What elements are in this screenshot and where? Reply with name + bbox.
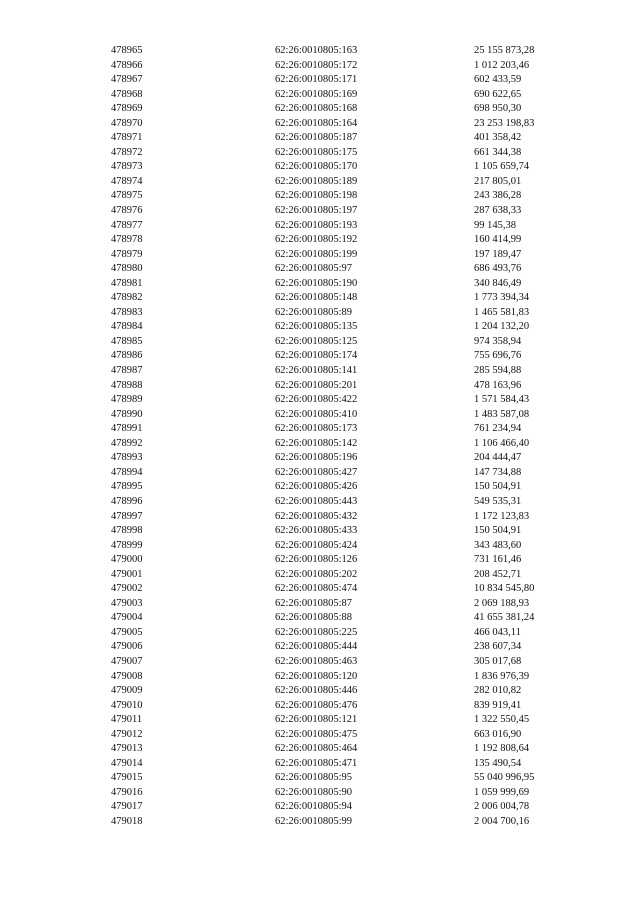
row-number: 478976 bbox=[111, 205, 143, 217]
table-row bbox=[0, 117, 640, 132]
row-number: 478970 bbox=[111, 117, 143, 129]
table-row bbox=[0, 248, 640, 263]
cadastral-number: 62:26:0010805:197 bbox=[275, 205, 358, 217]
row-number: 478980 bbox=[111, 263, 143, 275]
cadastral-number: 62:26:0010805:196 bbox=[275, 452, 358, 464]
table-row bbox=[0, 320, 640, 335]
cadastral-number: 62:26:0010805:201 bbox=[275, 379, 358, 391]
cadastral-value: 282 010,82 bbox=[474, 685, 522, 697]
cadastral-number: 62:26:0010805:142 bbox=[275, 437, 358, 449]
row-number: 478999 bbox=[111, 539, 143, 551]
cadastral-number: 62:26:0010805:170 bbox=[275, 161, 358, 173]
table-row bbox=[0, 611, 640, 626]
row-number: 478990 bbox=[111, 408, 143, 420]
row-number: 478971 bbox=[111, 132, 143, 144]
cadastral-value: 663 016,90 bbox=[474, 728, 522, 740]
table-row bbox=[0, 277, 640, 292]
cadastral-value: 23 253 198,83 bbox=[474, 117, 535, 129]
table-row bbox=[0, 291, 640, 306]
row-number: 478983 bbox=[111, 306, 143, 318]
cadastral-value-table bbox=[0, 44, 640, 830]
table-row bbox=[0, 219, 640, 234]
table-row bbox=[0, 771, 640, 786]
row-number: 478992 bbox=[111, 437, 143, 449]
cadastral-number: 62:26:0010805:163 bbox=[275, 45, 358, 56]
table-row bbox=[0, 364, 640, 379]
cadastral-value: 686 493,76 bbox=[474, 263, 522, 275]
table-row bbox=[0, 800, 640, 815]
cadastral-value: 285 594,88 bbox=[474, 365, 522, 377]
row-number: 478979 bbox=[111, 248, 143, 260]
row-number: 478987 bbox=[111, 365, 143, 377]
cadastral-value: 243 386,28 bbox=[474, 190, 522, 202]
table-row bbox=[0, 422, 640, 437]
cadastral-value: 238 607,34 bbox=[474, 641, 522, 653]
row-number: 478974 bbox=[111, 175, 143, 187]
cadastral-value: 690 622,65 bbox=[474, 88, 522, 100]
cadastral-value: 731 161,46 bbox=[474, 554, 522, 566]
cadastral-value: 1 106 466,40 bbox=[474, 437, 530, 449]
cadastral-number: 62:26:0010805:225 bbox=[275, 626, 358, 638]
cadastral-value: 1 322 550,45 bbox=[474, 714, 530, 726]
cadastral-value: 25 155 873,28 bbox=[474, 45, 535, 56]
row-number: 478994 bbox=[111, 466, 143, 478]
cadastral-value: 2 004 700,16 bbox=[474, 815, 530, 827]
table-row bbox=[0, 379, 640, 394]
cadastral-number: 62:26:0010805:422 bbox=[275, 394, 358, 406]
cadastral-number: 62:26:0010805:463 bbox=[275, 655, 358, 667]
cadastral-value: 549 535,31 bbox=[474, 495, 522, 507]
row-number: 478965 bbox=[111, 45, 143, 56]
row-number: 479014 bbox=[111, 757, 143, 769]
table-row bbox=[0, 539, 640, 554]
row-number: 478977 bbox=[111, 219, 143, 231]
cadastral-number: 62:26:0010805:475 bbox=[275, 728, 358, 740]
cadastral-number: 62:26:0010805:190 bbox=[275, 277, 358, 289]
table-row bbox=[0, 582, 640, 597]
cadastral-number: 62:26:0010805:125 bbox=[275, 335, 358, 347]
cadastral-value: 2 069 188,93 bbox=[474, 597, 530, 609]
row-number: 479009 bbox=[111, 685, 143, 697]
row-number: 478988 bbox=[111, 379, 143, 391]
row-number: 479008 bbox=[111, 670, 143, 682]
cadastral-value: 197 189,47 bbox=[474, 248, 522, 260]
cadastral-number: 62:26:0010805:88 bbox=[275, 612, 353, 624]
cadastral-value: 99 145,38 bbox=[474, 219, 516, 231]
cadastral-number: 62:26:0010805:446 bbox=[275, 685, 358, 697]
table-row bbox=[0, 131, 640, 146]
cadastral-value: 135 490,54 bbox=[474, 757, 522, 769]
cadastral-number: 62:26:0010805:187 bbox=[275, 132, 358, 144]
table-row bbox=[0, 815, 640, 830]
row-number: 479001 bbox=[111, 568, 143, 580]
cadastral-number: 62:26:0010805:193 bbox=[275, 219, 358, 231]
cadastral-number: 62:26:0010805:202 bbox=[275, 568, 358, 580]
cadastral-value: 2 006 004,78 bbox=[474, 801, 530, 813]
cadastral-number: 62:26:0010805:89 bbox=[275, 306, 353, 318]
row-number: 479002 bbox=[111, 583, 143, 595]
cadastral-value: 217 805,01 bbox=[474, 175, 522, 187]
cadastral-value: 41 655 381,24 bbox=[474, 612, 535, 624]
cadastral-number: 62:26:0010805:410 bbox=[275, 408, 358, 420]
cadastral-number: 62:26:0010805:173 bbox=[275, 423, 358, 435]
row-number: 479018 bbox=[111, 815, 143, 827]
cadastral-number: 62:26:0010805:192 bbox=[275, 234, 358, 246]
row-number: 478978 bbox=[111, 234, 143, 246]
cadastral-value: 1 836 976,39 bbox=[474, 670, 530, 682]
row-number: 479003 bbox=[111, 597, 143, 609]
table-row bbox=[0, 73, 640, 88]
cadastral-value: 1 172 123,83 bbox=[474, 510, 530, 522]
table-row bbox=[0, 510, 640, 525]
cadastral-number: 62:26:0010805:443 bbox=[275, 495, 358, 507]
cadastral-value: 1 059 999,69 bbox=[474, 786, 530, 798]
cadastral-number: 62:26:0010805:90 bbox=[275, 786, 353, 798]
row-number: 478984 bbox=[111, 321, 143, 333]
cadastral-number: 62:26:0010805:433 bbox=[275, 525, 358, 537]
cadastral-value: 160 414,99 bbox=[474, 234, 522, 246]
table-row bbox=[0, 393, 640, 408]
cadastral-value: 204 444,47 bbox=[474, 452, 522, 464]
table-row bbox=[0, 684, 640, 699]
row-number: 479015 bbox=[111, 772, 143, 784]
cadastral-number: 62:26:0010805:169 bbox=[275, 88, 358, 100]
table-row bbox=[0, 262, 640, 277]
cadastral-number: 62:26:0010805:95 bbox=[275, 772, 353, 784]
row-number: 479012 bbox=[111, 728, 143, 740]
cadastral-number: 62:26:0010805:120 bbox=[275, 670, 358, 682]
table-row bbox=[0, 670, 640, 685]
cadastral-value: 287 638,33 bbox=[474, 205, 522, 217]
table-row bbox=[0, 553, 640, 568]
cadastral-value: 755 696,76 bbox=[474, 350, 522, 362]
table-row bbox=[0, 102, 640, 117]
table-row bbox=[0, 349, 640, 364]
cadastral-value: 839 919,41 bbox=[474, 699, 522, 711]
table-row bbox=[0, 786, 640, 801]
cadastral-number: 62:26:0010805:189 bbox=[275, 175, 358, 187]
table-row bbox=[0, 466, 640, 481]
cadastral-number: 62:26:0010805:174 bbox=[275, 350, 358, 362]
cadastral-value: 1 465 581,83 bbox=[474, 306, 530, 318]
table-row bbox=[0, 640, 640, 655]
cadastral-number: 62:26:0010805:474 bbox=[275, 583, 358, 595]
cadastral-value: 466 043,11 bbox=[474, 626, 521, 638]
cadastral-value: 974 358,94 bbox=[474, 335, 522, 347]
cadastral-number: 62:26:0010805:432 bbox=[275, 510, 358, 522]
row-number: 478985 bbox=[111, 335, 143, 347]
cadastral-number: 62:26:0010805:199 bbox=[275, 248, 358, 260]
row-number: 478989 bbox=[111, 394, 143, 406]
row-number: 478998 bbox=[111, 525, 143, 537]
cadastral-value: 1 012 203,46 bbox=[474, 59, 530, 71]
cadastral-number: 62:26:0010805:424 bbox=[275, 539, 358, 551]
cadastral-number: 62:26:0010805:198 bbox=[275, 190, 358, 202]
row-number: 479000 bbox=[111, 554, 143, 566]
cadastral-number: 62:26:0010805:126 bbox=[275, 554, 358, 566]
cadastral-number: 62:26:0010805:141 bbox=[275, 365, 358, 377]
table-row bbox=[0, 160, 640, 175]
row-number: 478996 bbox=[111, 495, 143, 507]
cadastral-value: 147 734,88 bbox=[474, 466, 522, 478]
table-row bbox=[0, 306, 640, 321]
table-row bbox=[0, 699, 640, 714]
row-number: 478973 bbox=[111, 161, 143, 173]
cadastral-number: 62:26:0010805:471 bbox=[275, 757, 358, 769]
row-number: 479013 bbox=[111, 743, 143, 755]
row-number: 478982 bbox=[111, 292, 143, 304]
cadastral-number: 62:26:0010805:476 bbox=[275, 699, 358, 711]
cadastral-value: 150 504,91 bbox=[474, 481, 522, 493]
cadastral-value: 55 040 996,95 bbox=[474, 772, 535, 784]
row-number: 478969 bbox=[111, 103, 143, 115]
cadastral-number: 62:26:0010805:168 bbox=[275, 103, 358, 115]
row-number: 478966 bbox=[111, 59, 143, 71]
cadastral-number: 62:26:0010805:171 bbox=[275, 74, 358, 86]
row-number: 479017 bbox=[111, 801, 143, 813]
row-number: 478975 bbox=[111, 190, 143, 202]
row-number: 479007 bbox=[111, 655, 143, 667]
cadastral-number: 62:26:0010805:121 bbox=[275, 714, 358, 726]
cadastral-value: 761 234,94 bbox=[474, 423, 522, 435]
table-row bbox=[0, 655, 640, 670]
cadastral-value: 340 846,49 bbox=[474, 277, 522, 289]
table-row bbox=[0, 728, 640, 743]
cadastral-value: 343 483,60 bbox=[474, 539, 522, 551]
table-row bbox=[0, 146, 640, 161]
cadastral-value: 10 834 545,80 bbox=[474, 583, 535, 595]
cadastral-value: 1 192 808,64 bbox=[474, 743, 530, 755]
table-row bbox=[0, 597, 640, 612]
cadastral-value: 1 204 132,20 bbox=[474, 321, 530, 333]
row-number: 478968 bbox=[111, 88, 143, 100]
row-number: 479005 bbox=[111, 626, 143, 638]
cadastral-number: 62:26:0010805:99 bbox=[275, 815, 353, 827]
cadastral-value: 1 483 587,08 bbox=[474, 408, 530, 420]
cadastral-number: 62:26:0010805:444 bbox=[275, 641, 358, 653]
row-number: 478972 bbox=[111, 146, 143, 158]
table-row bbox=[0, 88, 640, 103]
row-number: 479010 bbox=[111, 699, 143, 711]
cadastral-value: 401 358,42 bbox=[474, 132, 522, 144]
row-number: 478997 bbox=[111, 510, 143, 522]
cadastral-value: 150 504,91 bbox=[474, 525, 522, 537]
row-number: 479004 bbox=[111, 612, 143, 624]
table-row bbox=[0, 742, 640, 757]
table-row bbox=[0, 408, 640, 423]
row-number: 478993 bbox=[111, 452, 143, 464]
table-row bbox=[0, 451, 640, 466]
row-number: 478986 bbox=[111, 350, 143, 362]
table-row bbox=[0, 189, 640, 204]
row-number: 478991 bbox=[111, 423, 143, 435]
table-row bbox=[0, 437, 640, 452]
table-row bbox=[0, 713, 640, 728]
table-row bbox=[0, 495, 640, 510]
cadastral-number: 62:26:0010805:426 bbox=[275, 481, 358, 493]
cadastral-number: 62:26:0010805:148 bbox=[275, 292, 358, 304]
cadastral-value: 661 344,38 bbox=[474, 146, 522, 158]
table-row bbox=[0, 568, 640, 583]
table-row bbox=[0, 44, 640, 59]
cadastral-number: 62:26:0010805:175 bbox=[275, 146, 358, 158]
cadastral-value: 1 105 659,74 bbox=[474, 161, 530, 173]
cadastral-number: 62:26:0010805:164 bbox=[275, 117, 358, 129]
row-number: 478981 bbox=[111, 277, 143, 289]
table-row bbox=[0, 204, 640, 219]
cadastral-value: 478 163,96 bbox=[474, 379, 522, 391]
cadastral-number: 62:26:0010805:94 bbox=[275, 801, 353, 813]
cadastral-number: 62:26:0010805:427 bbox=[275, 466, 358, 478]
row-number: 478995 bbox=[111, 481, 143, 493]
cadastral-value: 698 950,30 bbox=[474, 103, 522, 115]
row-number: 478967 bbox=[111, 74, 143, 86]
cadastral-value: 208 452,71 bbox=[474, 568, 522, 580]
cadastral-number: 62:26:0010805:464 bbox=[275, 743, 358, 755]
table-row bbox=[0, 480, 640, 495]
table-row bbox=[0, 335, 640, 350]
row-number: 479006 bbox=[111, 641, 143, 653]
row-number: 479016 bbox=[111, 786, 143, 798]
cadastral-value: 1 773 394,34 bbox=[474, 292, 530, 304]
cadastral-number: 62:26:0010805:172 bbox=[275, 59, 358, 71]
row-number: 479011 bbox=[111, 714, 143, 726]
table-row bbox=[0, 524, 640, 539]
table-row bbox=[0, 59, 640, 74]
cadastral-number: 62:26:0010805:135 bbox=[275, 321, 358, 333]
table-row bbox=[0, 757, 640, 772]
table-row bbox=[0, 233, 640, 248]
cadastral-value: 305 017,68 bbox=[474, 655, 522, 667]
cadastral-number: 62:26:0010805:87 bbox=[275, 597, 353, 609]
cadastral-value: 1 571 584,43 bbox=[474, 394, 530, 406]
table-row bbox=[0, 175, 640, 190]
table-row bbox=[0, 626, 640, 641]
cadastral-number: 62:26:0010805:97 bbox=[275, 263, 353, 275]
cadastral-value: 602 433,59 bbox=[474, 74, 522, 86]
